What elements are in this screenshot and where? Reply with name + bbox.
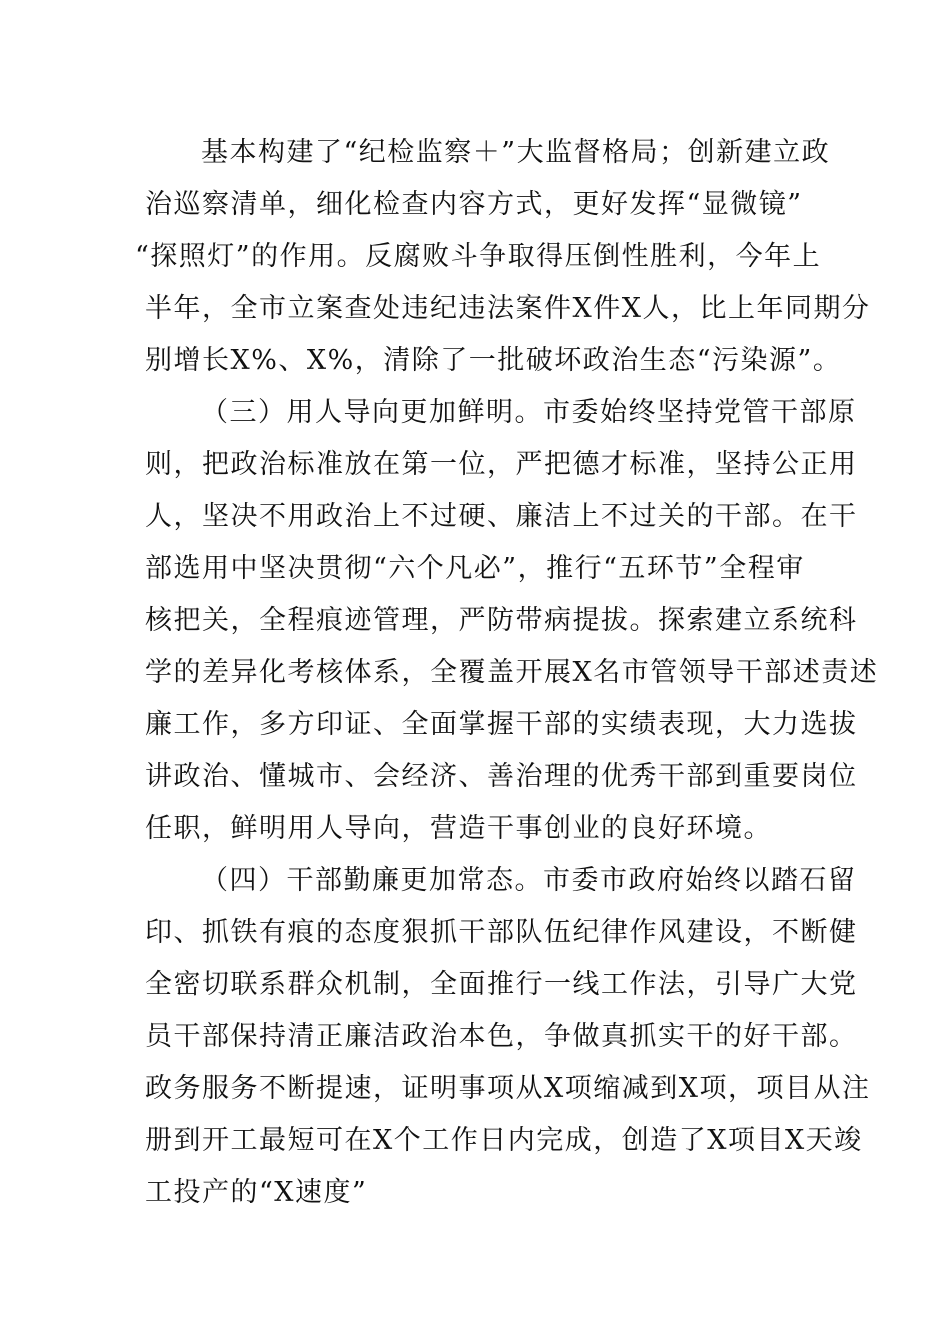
body-text [135,127,879,1219]
paragraph-cadre-diligence [145,855,871,1219]
text-line: 工投产的“X速度” [145,1177,368,1208]
text-line: 学的差异化考核体系，全覆盖开展X名市管领导干部述责述 [145,657,879,688]
text-line: 政务服务不断提速，证明事项从X项缩减到X项，项目从注 [145,1073,871,1104]
text-line: 全密切联系群众机制，全面推行一线工作法，引导广大党 [145,969,858,1000]
text-line: 部选用中坚决贯彻“六个凡必”，推行“五环节”全程审 [145,553,805,584]
text-line: 讲政治、懂城市、会经济、善治理的优秀干部到重要岗位 [145,761,858,792]
text-line: 治巡察清单，细化检查内容方式，更好发挥“显微镜” [145,189,803,220]
paragraph-supervision [135,127,871,387]
text-line: 别增长X%、X%，清除了一批破坏政治生态“污染源”。 [145,345,842,376]
text-line: 半年，全市立案查处违纪违法案件X件X人，比上年同期分 [145,293,871,324]
text-line: 印、抓铁有痕的态度狠抓干部队伍纪律作风建设，不断健 [145,917,858,948]
text-line: 基本构建了“纪检监察＋”大监督格局；创新建立政 [201,137,831,168]
text-line: 册到开工最短可在X个工作日内完成，创造了X项目X天竣 [145,1125,863,1156]
text-line: 则，把政治标准放在第一位，严把德才标准，坚持公正用 [145,449,858,480]
section-heading-line: （三）用人导向更加鲜明。市委始终坚持党管干部原 [201,397,857,428]
text-line: “探照灯”的作用。反腐败斗争取得压倒性胜利，今年上 [135,241,822,272]
text-line: 员干部保持清正廉洁政治本色，争做真抓实干的好干部。 [145,1021,858,1052]
text-line: 核把关，全程痕迹管理，严防带病提拔。探索建立系统科 [145,605,858,636]
section-heading-line: （四）干部勤廉更加常态。市委市政府始终以踏石留 [201,865,857,896]
paragraph-employment-orientation [145,387,879,855]
text-line: 人，坚决不用政治上不过硬、廉洁上不过关的干部。在干 [145,501,858,532]
text-line: 任职，鲜明用人导向，营造干事创业的良好环境。 [145,813,772,844]
text-line: 廉工作，多方印证、全面掌握干部的实绩表现，大力选拔 [145,709,858,740]
